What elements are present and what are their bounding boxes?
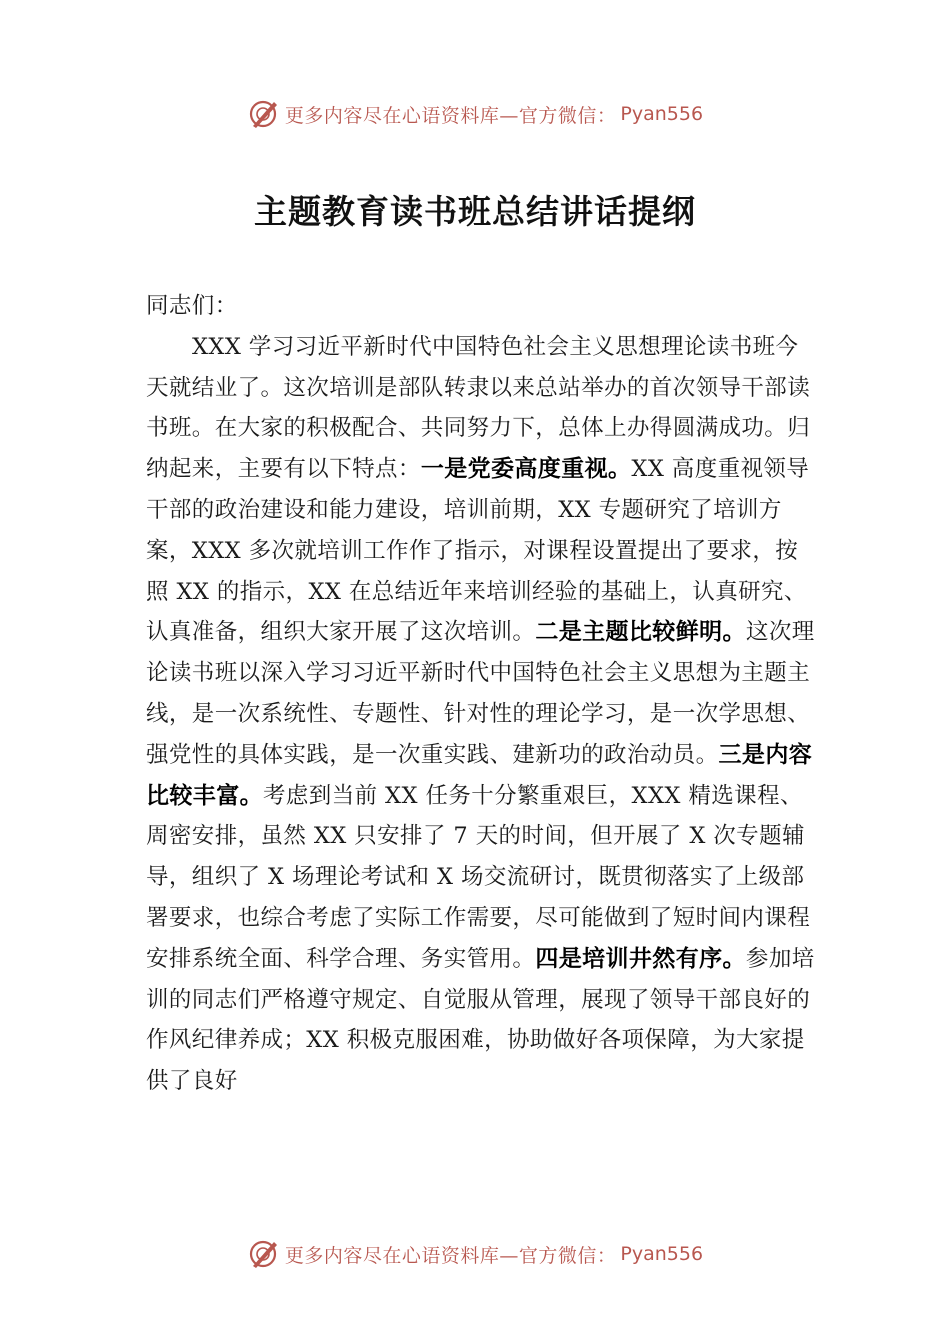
body-text-2: XX 高度重视领导干部的政治建设和能力建设，培训前期，XX 专题研究了培训方案，XXX 多次就培训工作作了指示，对课程设置提出了要求，按照 XX 的指示，XX 在总结近年来培训经验的基础上，认真研究、认真准备，组织大家开展了这次培训。: [146, 456, 810, 646]
salutation: 同志们：: [146, 293, 238, 319]
watermark-id: Pyan556: [620, 1243, 704, 1265]
pen-logo-icon: [247, 1237, 281, 1271]
footer-watermark: [0, 1232, 950, 1276]
highlight-point-1: 一是党委高度重视。: [420, 456, 632, 483]
watermark-id: Pyan556: [620, 103, 704, 125]
watermark-text: 更多内容尽在心语资料库—官方微信：: [284, 1244, 617, 1267]
document-title: 主题教育读书班总结讲话提纲: [254, 192, 696, 231]
body-text-1: XXX 学习习近平新时代中国特色社会主义思想理论读书班今天就结业了。这次培训是部队转隶以来总站举办的首次领导干部读书班。在大家的积极配合、共同努力下，总体上办得圆满成功。归纳起来，主要有以下特点：: [146, 333, 811, 483]
watermark-text: 更多内容尽在心语资料库—官方微信：: [284, 104, 617, 127]
highlight-point-4: 四是培训井然有序。: [535, 945, 746, 972]
body-text-4: 考虑到当前 XX 任务十分繁重艰巨，XXX 精选课程、周密安排，虽然 XX 只安排了 7 天的时间，但开展了 X 次专题辅导，组织了 X 场理论考试和 X 场交流研讨，既贯彻落实了上级部署要求，也综合考虑了实际工作需要，尽可能做到了短时间内课程安排系统全面、科学合理、务实管用。: [146, 782, 811, 972]
header-watermark: [0, 92, 950, 136]
main-paragraph: [146, 327, 818, 1102]
body-text-5: 参加培训的同志们严格遵守规定、自觉服从管理，展现了领导干部良好的作风纪律养成；XX 积极克服困难，协助做好各项保障，为大家提供了良好: [146, 945, 815, 1095]
body-text-3: 这次理论读书班以深入学习习近平新时代中国特色社会主义思想为主题主线，是一次系统性、专题性、针对性的理论学习，是一次学思想、强党性的具体实践，是一次重实践、建新功的政治动员。: [146, 619, 815, 768]
document-body: [146, 286, 818, 1102]
highlight-point-3: 三是内容比较丰富。: [146, 741, 813, 809]
pen-logo-icon: [247, 97, 281, 131]
highlight-point-2: 二是主题比较鲜明。: [535, 619, 746, 646]
